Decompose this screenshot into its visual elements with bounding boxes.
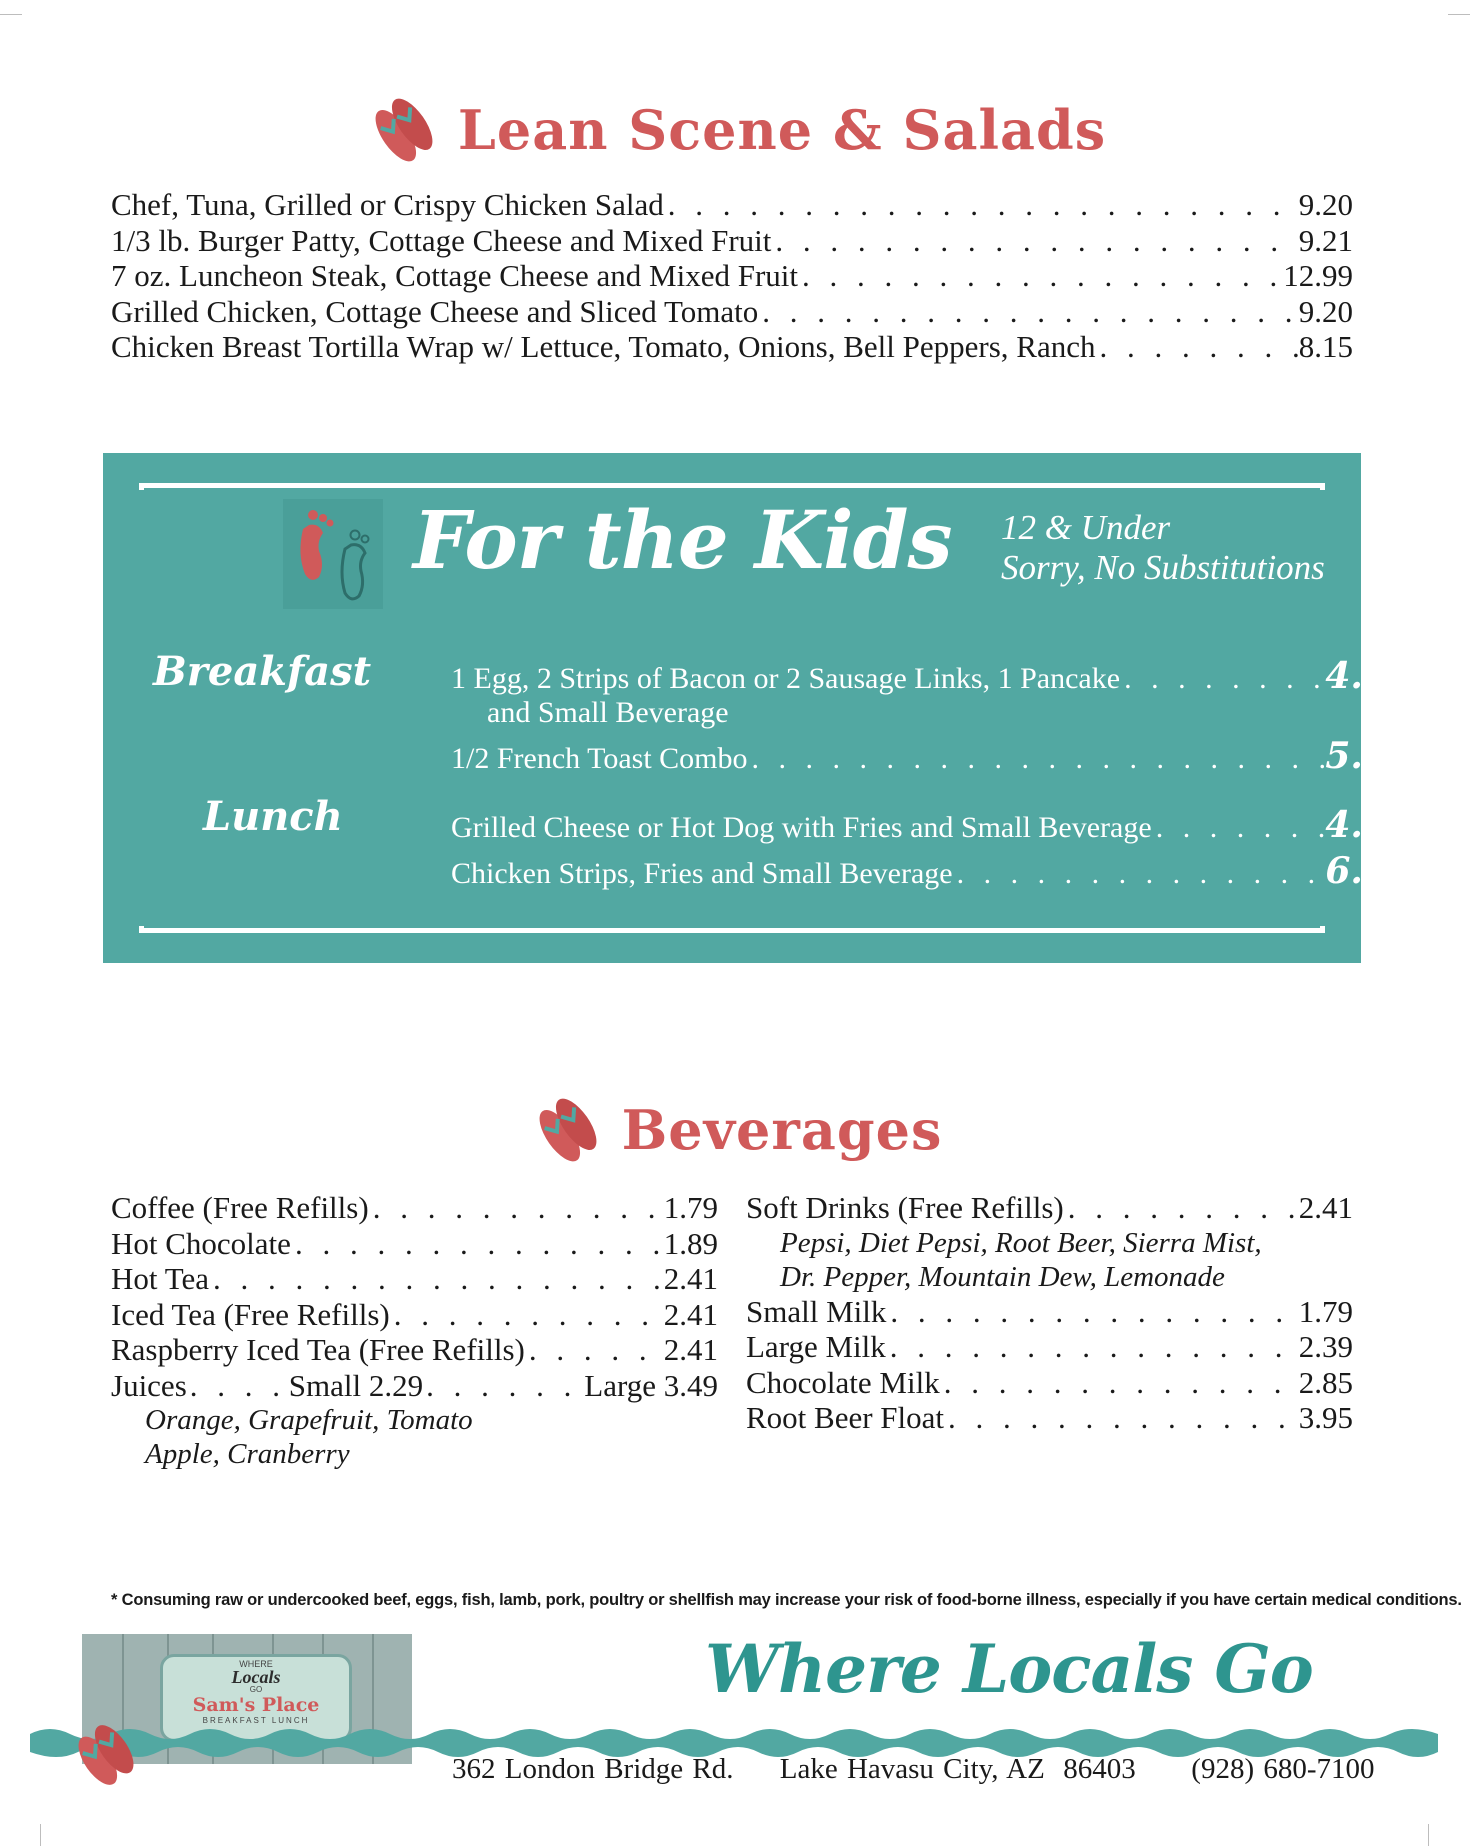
salads-title: Lean Scene & Salads xyxy=(457,98,1107,162)
logo-subtitle: BREAKFAST LUNCH xyxy=(202,1716,310,1725)
item-price: 1.79 xyxy=(1298,1293,1353,1329)
item-price: 2.41 xyxy=(663,1332,718,1367)
beverages-right-column xyxy=(746,1190,1353,1436)
flip-flop-icon xyxy=(528,1093,608,1167)
menu-item xyxy=(111,187,1353,223)
item-name: Grilled Chicken, Cottage Cheese and Sliced Tomato xyxy=(111,293,759,329)
item-price: 2.41 xyxy=(663,1261,718,1296)
leader-dots xyxy=(953,856,1326,892)
menu-item xyxy=(111,1190,718,1226)
kids-item xyxy=(451,655,1413,697)
item-name: Coffee (Free Refills) xyxy=(111,1190,369,1225)
leader-dots xyxy=(209,1261,664,1297)
item-price: 9.20 xyxy=(1298,293,1353,329)
leader-dots xyxy=(423,1368,584,1404)
soft-drink-options: Pepsi, Diet Pepsi, Root Beer, Sierra Mist, xyxy=(780,1226,1262,1259)
leader-dots xyxy=(771,223,1298,259)
leader-dots xyxy=(1120,661,1325,697)
salads-list xyxy=(111,187,1353,365)
beverages-title: Beverages xyxy=(621,1098,943,1162)
item-price: 2.39 xyxy=(1298,1329,1353,1364)
crop-mark xyxy=(1428,1824,1429,1846)
leader-dots xyxy=(886,1329,1299,1365)
item-name: Hot Tea xyxy=(111,1261,209,1296)
soft-drink-options: Dr. Pepper, Mountain Dew, Lemonade xyxy=(780,1260,1225,1293)
item-name: Grilled Cheese or Hot Dog with Fries and Small Beverage xyxy=(451,811,1152,844)
item-price: 5.89 xyxy=(1325,735,1413,777)
leader-dots xyxy=(1096,329,1299,365)
leader-dots xyxy=(664,187,1299,223)
crop-mark xyxy=(40,1824,41,1846)
crop-mark xyxy=(1448,14,1470,15)
tagline: Where Locals Go xyxy=(705,1630,1313,1708)
item-name: Iced Tea (Free Refills) xyxy=(111,1296,390,1332)
juice-flavors: Orange, Grapefruit, Tomato xyxy=(145,1404,473,1436)
item-name: 1 Egg, 2 Strips of Bacon or 2 Sausage Links, 1 Pancake xyxy=(451,662,1121,695)
leader-dots xyxy=(944,1400,1299,1436)
item-name: Large Milk xyxy=(746,1329,886,1364)
item-price: 3.95 xyxy=(1298,1400,1353,1435)
kids-note xyxy=(1001,508,1325,588)
leader-dots xyxy=(291,1226,664,1262)
item-name: Hot Chocolate xyxy=(111,1225,291,1261)
menu-item xyxy=(111,1332,718,1368)
item-name: 1/3 lb. Burger Patty, Cottage Cheese and Mixed Fruit xyxy=(111,222,772,258)
leader-dots xyxy=(187,1368,289,1404)
kids-breakfast-label: Breakfast xyxy=(153,648,372,695)
leader-dots xyxy=(758,294,1299,330)
kids-item xyxy=(451,804,1413,846)
menu-item xyxy=(746,1400,1353,1436)
flip-flop-icon xyxy=(64,1720,148,1790)
item-name: Small Milk xyxy=(746,1293,887,1329)
menu-item xyxy=(746,1294,1353,1330)
crop-mark xyxy=(0,14,22,15)
beverages-heading xyxy=(0,1093,1470,1167)
item-name: Chef, Tuna, Grilled or Crispy Chicken Salad xyxy=(111,187,664,222)
item-name: Root Beer Float xyxy=(746,1400,945,1435)
menu-item xyxy=(111,223,1353,259)
flip-flop-icon xyxy=(364,93,444,167)
footprints-icon xyxy=(283,499,383,609)
item-name: 7 oz. Luncheon Steak, Cottage Cheese and Mixed Fruit xyxy=(111,258,799,293)
item-price: 2.85 xyxy=(1298,1364,1353,1400)
menu-item xyxy=(111,1226,718,1262)
beverages-left-column xyxy=(111,1190,718,1471)
juice-flavors: Apple, Cranberry xyxy=(145,1438,350,1470)
leader-dots xyxy=(798,258,1283,294)
item-price: 12.99 xyxy=(1283,258,1353,293)
leader-dots xyxy=(886,1294,1298,1330)
kids-panel xyxy=(103,453,1413,963)
kids-title: For the Kids xyxy=(413,493,952,587)
juice-small-price: Small 2.29 xyxy=(288,1367,424,1403)
menu-item xyxy=(111,294,1353,330)
item-price: 2.41 xyxy=(1298,1190,1353,1225)
kids-item xyxy=(451,850,1413,892)
leader-dots xyxy=(940,1365,1299,1401)
item-name: Juices xyxy=(111,1367,187,1403)
address-line: 362 London Bridge Rd. Lake Havasu City, AZ 86403 (928) 680-7100 xyxy=(452,1753,1375,1785)
juice-large-price: Large 3.49 xyxy=(584,1367,718,1403)
logo-name: Sam's Place xyxy=(192,1694,320,1716)
item-price: 6.45 xyxy=(1325,850,1413,892)
item-name-continued: and Small Beverage xyxy=(487,696,729,729)
item-price: 9.21 xyxy=(1298,222,1353,258)
menu-item xyxy=(746,1329,1353,1365)
item-name: Soft Drinks (Free Refills) xyxy=(746,1190,1064,1225)
menu-item xyxy=(746,1190,1353,1226)
item-price: 4.89 xyxy=(1325,655,1413,697)
leader-dots xyxy=(748,741,1326,777)
kids-lunch-label: Lunch xyxy=(203,793,343,840)
leader-dots xyxy=(1152,810,1326,846)
menu-item xyxy=(111,1261,718,1297)
menu-item xyxy=(746,1365,1353,1401)
item-price: 8.15 xyxy=(1298,329,1353,364)
leader-dots xyxy=(390,1297,664,1333)
item-name: Chicken Strips, Fries and Small Beverage xyxy=(451,857,953,890)
salads-heading xyxy=(0,93,1470,167)
kids-substitution-note: Sorry, No Substitutions xyxy=(1001,548,1325,587)
menu-item xyxy=(111,258,1353,294)
item-name: Chicken Breast Tortilla Wrap w/ Lettuce, Tomato, Onions, Bell Peppers, Ranch xyxy=(111,329,1096,364)
item-price: 2.41 xyxy=(663,1296,718,1332)
item-price: 1.89 xyxy=(663,1225,718,1261)
leader-dots xyxy=(525,1332,664,1368)
menu-item xyxy=(111,329,1353,365)
item-name: 1/2 French Toast Combo xyxy=(451,742,748,775)
item-name: Chocolate Milk xyxy=(746,1364,940,1400)
health-disclaimer: * Consuming raw or undercooked beef, eggs, fish, lamb, pork, poultry or shellfish may increase your risk of food-borne illness, especially if you have certain medical conditions. xyxy=(111,1591,1462,1609)
item-price: 4.89 xyxy=(1325,804,1413,846)
item-price: 1.79 xyxy=(663,1190,718,1225)
item-name: Raspberry Iced Tea (Free Refills) xyxy=(111,1332,525,1367)
kids-age-note: 12 & Under xyxy=(1001,508,1171,547)
leader-dots xyxy=(369,1190,664,1226)
logo-go: GO xyxy=(249,1685,263,1694)
kids-item xyxy=(451,735,1413,777)
item-price: 9.20 xyxy=(1298,187,1353,222)
leader-dots xyxy=(1064,1190,1299,1226)
juices-item xyxy=(111,1368,718,1404)
menu-item xyxy=(111,1297,718,1333)
logo-locals: Locals xyxy=(231,1667,281,1687)
logo-where: WHERE xyxy=(239,1659,273,1669)
